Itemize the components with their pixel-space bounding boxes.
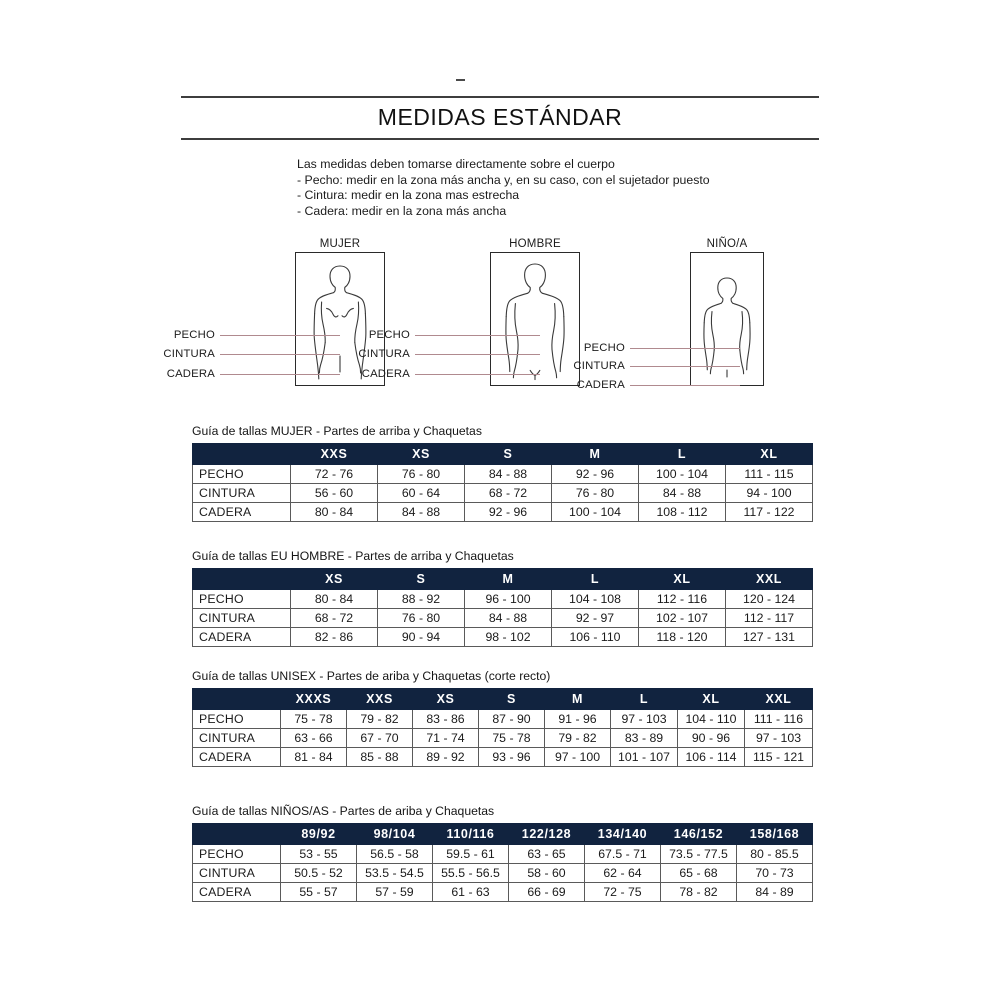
size-table-mujer-wrap: [192, 424, 813, 522]
size-header-cell: L: [611, 689, 678, 710]
figure-hombre-label-cadera: CADERA: [361, 368, 410, 380]
table-corner-cell: [193, 444, 291, 465]
body-figures: [163, 238, 800, 400]
measure-value: 59.5 - 61: [433, 845, 509, 864]
figure-mujer-label-cadera: CADERA: [166, 368, 215, 380]
measure-label: PECHO: [193, 590, 291, 609]
measure-value: 76 - 80: [378, 465, 465, 484]
table-row: [193, 864, 813, 883]
measure-value: 98 - 102: [465, 628, 552, 647]
instruction-line-1: - Pecho: medir en la zona más ancha y, en su caso, con el sujetador puesto: [297, 172, 710, 187]
measure-value: 67.5 - 71: [585, 845, 661, 864]
measure-value: 76 - 80: [378, 609, 465, 628]
table-row: [193, 484, 813, 503]
figure-nino-lead-pecho: [630, 348, 740, 349]
measure-value: 115 - 121: [745, 748, 813, 767]
measure-value: 111 - 115: [726, 465, 813, 484]
figure-mujer: [163, 238, 385, 386]
measure-value: 92 - 97: [552, 609, 639, 628]
instruction-line-2: - Cintura: medir en la zona mas estrecha: [297, 188, 520, 203]
figure-mujer-lead-cintura: [220, 354, 340, 355]
title-rule-bottom: [181, 138, 819, 140]
page-title: MEDIDAS ESTÁNDAR: [377, 104, 623, 130]
table-header-row: [193, 689, 813, 710]
measure-value: 89 - 92: [413, 748, 479, 767]
size-header-cell: XS: [413, 689, 479, 710]
table-row: [193, 748, 813, 767]
size-header-cell: M: [465, 569, 552, 590]
measure-value: 104 - 108: [552, 590, 639, 609]
measure-value: 75 - 78: [479, 729, 545, 748]
measure-value: 90 - 96: [678, 729, 745, 748]
measure-value: 55 - 57: [281, 883, 357, 902]
size-table-hombre: [192, 568, 813, 647]
size-table-unisex-wrap: [192, 669, 813, 767]
measure-value: 56 - 60: [291, 484, 378, 503]
measure-label: CADERA: [193, 748, 281, 767]
measure-label: CADERA: [193, 503, 291, 522]
table-row: [193, 609, 813, 628]
size-header-cell: S: [479, 689, 545, 710]
size-table-unisex-caption: Guía de tallas UNISEX - Partes de ariba y Chaquetas (corte recto): [192, 669, 551, 683]
measure-value: 120 - 124: [726, 590, 813, 609]
measure-label: PECHO: [193, 710, 281, 729]
measure-value: 88 - 92: [378, 590, 465, 609]
measure-value: 112 - 117: [726, 609, 813, 628]
size-header-cell: XXL: [726, 569, 813, 590]
size-header-cell: 110/116: [433, 824, 509, 845]
table-row: [193, 628, 813, 647]
measurement-instructions: [297, 157, 710, 219]
measure-value: 84 - 88: [465, 609, 552, 628]
table-row: [193, 883, 813, 902]
figure-nino-caption: NIÑO/A: [706, 238, 748, 250]
measure-value: 83 - 86: [413, 710, 479, 729]
measure-value: 73.5 - 77.5: [661, 845, 737, 864]
measure-value: 93 - 96: [479, 748, 545, 767]
size-header-cell: M: [545, 689, 611, 710]
measure-value: 71 - 74: [413, 729, 479, 748]
figure-nino-lead-cadera: [630, 385, 740, 386]
measure-label: CINTURA: [193, 609, 291, 628]
measure-value: 68 - 72: [291, 609, 378, 628]
size-header-cell: XXL: [745, 689, 813, 710]
size-header-cell: XL: [678, 689, 745, 710]
size-table-mujer-caption: Guía de tallas MUJER - Partes de arriba y Chaquetas: [192, 424, 482, 438]
measure-label: PECHO: [193, 465, 291, 484]
size-header-cell: XXS: [347, 689, 413, 710]
figure-nino: [573, 238, 764, 391]
measure-value: 63 - 66: [281, 729, 347, 748]
size-header-cell: XS: [378, 444, 465, 465]
measure-value: 84 - 88: [639, 484, 726, 503]
table-header-row: [193, 444, 813, 465]
measure-value: 111 - 116: [745, 710, 813, 729]
figure-hombre-caption: HOMBRE: [509, 238, 561, 250]
measure-value: 84 - 88: [465, 465, 552, 484]
figure-hombre-lead-cintura: [415, 354, 540, 355]
size-header-cell: L: [639, 444, 726, 465]
size-header-cell: 122/128: [509, 824, 585, 845]
measure-value: 84 - 88: [378, 503, 465, 522]
figure-mujer-lead-cadera: [220, 374, 340, 375]
size-table-unisex: [192, 688, 813, 767]
figure-hombre-label-cintura: CINTURA: [358, 348, 410, 360]
size-header-cell: 146/152: [661, 824, 737, 845]
measure-value: 58 - 60: [509, 864, 585, 883]
measure-value: 97 - 103: [611, 710, 678, 729]
figure-nino-label-cadera: CADERA: [576, 379, 625, 391]
measure-label: CINTURA: [193, 864, 281, 883]
size-table-ninos-caption: Guía de tallas NIÑOS/AS - Partes de ariba y Chaquetas: [192, 804, 495, 818]
measure-value: 63 - 65: [509, 845, 585, 864]
size-header-cell: M: [552, 444, 639, 465]
measure-value: 57 - 59: [357, 883, 433, 902]
measure-value: 72 - 75: [585, 883, 661, 902]
table-row: [193, 729, 813, 748]
size-header-cell: 134/140: [585, 824, 661, 845]
size-header-cell: XXXS: [281, 689, 347, 710]
measure-value: 80 - 84: [291, 503, 378, 522]
measure-value: 117 - 122: [726, 503, 813, 522]
measure-value: 81 - 84: [281, 748, 347, 767]
measure-label: CADERA: [193, 628, 291, 647]
measure-value: 82 - 86: [291, 628, 378, 647]
measure-value: 56.5 - 58: [357, 845, 433, 864]
measure-value: 112 - 116: [639, 590, 726, 609]
measure-value: 61 - 63: [433, 883, 509, 902]
measure-value: 97 - 100: [545, 748, 611, 767]
figure-mujer-caption: MUJER: [319, 238, 361, 250]
measure-value: 90 - 94: [378, 628, 465, 647]
table-corner-cell: [193, 824, 281, 845]
measure-value: 76 - 80: [552, 484, 639, 503]
table-corner-cell: [193, 569, 291, 590]
measure-value: 60 - 64: [378, 484, 465, 503]
size-table-ninos-wrap: [192, 804, 813, 902]
measure-value: 66 - 69: [509, 883, 585, 902]
measure-value: 75 - 78: [281, 710, 347, 729]
measure-value: 100 - 104: [639, 465, 726, 484]
size-header-cell: L: [552, 569, 639, 590]
size-header-cell: 158/168: [737, 824, 813, 845]
table-row: [193, 503, 813, 522]
measure-value: 104 - 110: [678, 710, 745, 729]
measure-value: 94 - 100: [726, 484, 813, 503]
table-row: [193, 845, 813, 864]
measure-value: 80 - 85.5: [737, 845, 813, 864]
measure-value: 79 - 82: [545, 729, 611, 748]
figure-nino-label-pecho: PECHO: [583, 342, 625, 354]
measure-value: 53 - 55: [281, 845, 357, 864]
measure-value: 106 - 110: [552, 628, 639, 647]
measure-value: 85 - 88: [347, 748, 413, 767]
size-header-cell: XS: [291, 569, 378, 590]
table-corner-cell: [193, 689, 281, 710]
measure-value: 62 - 64: [585, 864, 661, 883]
size-header-cell: 89/92: [281, 824, 357, 845]
table-header-row: [193, 569, 813, 590]
size-table-ninos: [192, 823, 813, 902]
table-row: [193, 590, 813, 609]
measure-label: CADERA: [193, 883, 281, 902]
size-header-cell: 98/104: [357, 824, 433, 845]
measure-value: 50.5 - 52: [281, 864, 357, 883]
measure-value: 65 - 68: [661, 864, 737, 883]
measure-label: PECHO: [193, 845, 281, 864]
instruction-line-3: - Cadera: medir en la zona más ancha: [297, 203, 507, 218]
size-header-cell: S: [465, 444, 552, 465]
measure-value: 91 - 96: [545, 710, 611, 729]
page-title-block: [181, 96, 819, 140]
measure-value: 68 - 72: [465, 484, 552, 503]
measure-value: 72 - 76: [291, 465, 378, 484]
measure-value: 80 - 84: [291, 590, 378, 609]
size-table-mujer: [192, 443, 813, 522]
measure-value: 87 - 90: [479, 710, 545, 729]
figure-hombre-label-pecho: PECHO: [368, 329, 410, 341]
measure-value: 53.5 - 54.5: [357, 864, 433, 883]
figure-mujer-label-cintura: CINTURA: [163, 348, 215, 360]
figure-hombre-lead-cadera: [415, 374, 540, 375]
measure-label: CINTURA: [193, 484, 291, 503]
measure-label: CINTURA: [193, 729, 281, 748]
table-header-row: [193, 824, 813, 845]
measure-value: 97 - 103: [745, 729, 813, 748]
measure-value: 70 - 73: [737, 864, 813, 883]
measure-value: 101 - 107: [611, 748, 678, 767]
size-table-hombre-caption: Guía de tallas EU HOMBRE - Partes de arriba y Chaquetas: [192, 549, 514, 563]
figure-nino-label-cintura: CINTURA: [573, 360, 625, 372]
table-row: [193, 710, 813, 729]
table-row: [193, 465, 813, 484]
measure-value: 118 - 120: [639, 628, 726, 647]
figure-mujer-lead-pecho: [220, 335, 340, 336]
figure-mujer-label-pecho: PECHO: [173, 329, 215, 341]
figure-nino-lead-cintura: [630, 366, 740, 367]
figure-mujer-silhouette: [295, 252, 385, 386]
measure-value: 92 - 96: [552, 465, 639, 484]
measure-value: 55.5 - 56.5: [433, 864, 509, 883]
instruction-line-0: Las medidas deben tomarse directamente sobre el cuerpo: [297, 157, 615, 171]
measure-value: 102 - 107: [639, 609, 726, 628]
measure-value: 79 - 82: [347, 710, 413, 729]
measure-value: 108 - 112: [639, 503, 726, 522]
size-header-cell: S: [378, 569, 465, 590]
figure-hombre-lead-pecho: [415, 335, 540, 336]
measure-value: 106 - 114: [678, 748, 745, 767]
size-table-hombre-wrap: [192, 549, 813, 647]
measure-value: 83 - 89: [611, 729, 678, 748]
measure-value: 96 - 100: [465, 590, 552, 609]
size-header-cell: XXS: [291, 444, 378, 465]
size-header-cell: XL: [726, 444, 813, 465]
measure-value: 127 - 131: [726, 628, 813, 647]
measure-value: 78 - 82: [661, 883, 737, 902]
size-header-cell: XL: [639, 569, 726, 590]
measure-value: 92 - 96: [465, 503, 552, 522]
title-tick-mark: [456, 79, 465, 81]
measure-value: 67 - 70: [347, 729, 413, 748]
measure-value: 84 - 89: [737, 883, 813, 902]
measure-value: 100 - 104: [552, 503, 639, 522]
